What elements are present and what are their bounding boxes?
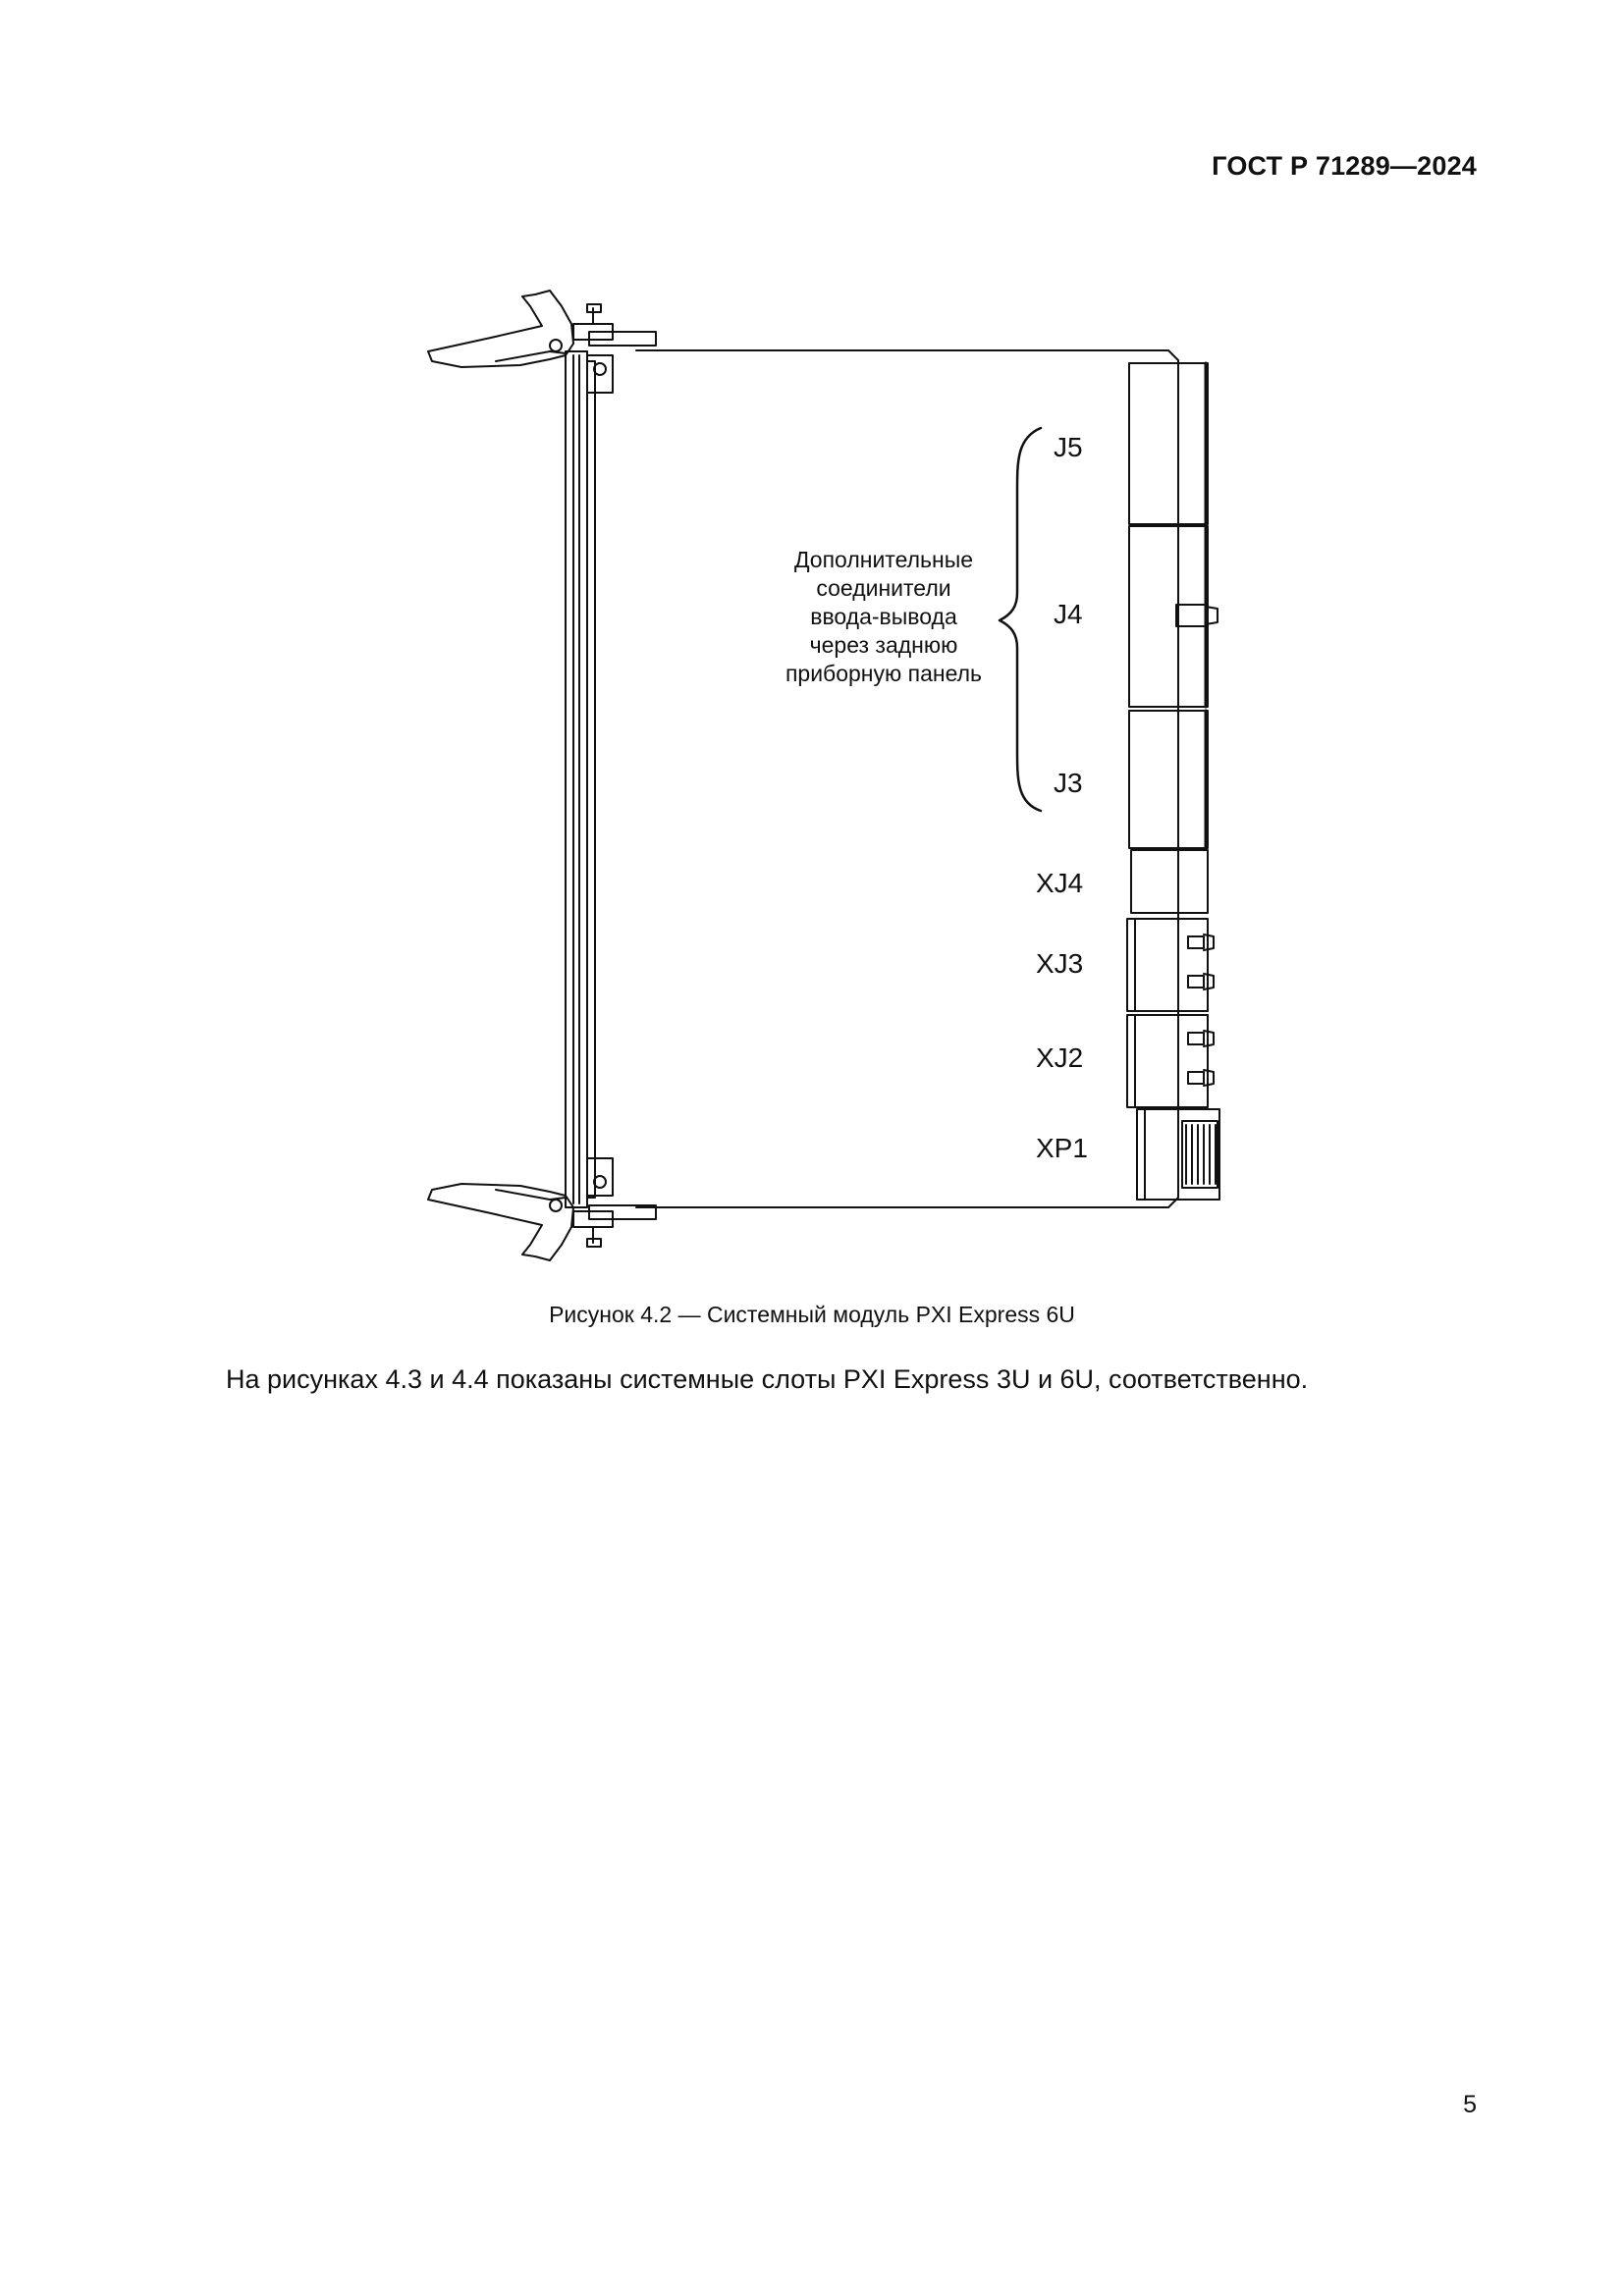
note-line: приборную панель bbox=[785, 661, 983, 686]
figure-caption: Рисунок 4.2 — Системный модуль PXI Express 6U bbox=[549, 1302, 1075, 1327]
label-j5: J5 bbox=[1054, 432, 1083, 462]
page-number: 5 bbox=[1463, 2091, 1477, 2118]
note-line: ввода-вывода bbox=[810, 604, 957, 629]
connector-j3 bbox=[1129, 711, 1208, 848]
connector-j4 bbox=[1129, 526, 1208, 707]
front-panel-inner-rail bbox=[587, 361, 595, 1198]
connector-xj3 bbox=[1127, 919, 1214, 1011]
front-panel-rail bbox=[566, 351, 587, 1207]
label-xj2: XJ2 bbox=[1036, 1042, 1084, 1073]
figure-note bbox=[756, 546, 1011, 688]
bottom-ejector-handle bbox=[428, 1158, 656, 1260]
connector-xj2 bbox=[1127, 1015, 1214, 1107]
label-j3: J3 bbox=[1054, 768, 1083, 798]
body-paragraph: На рисунках 4.3 и 4.4 показаны системные слоты PXI Express 3U и 6U, соответственно. bbox=[226, 1364, 1309, 1394]
label-j4: J4 bbox=[1054, 599, 1083, 629]
connector-j5 bbox=[1129, 363, 1208, 524]
label-xj3: XJ3 bbox=[1036, 948, 1084, 979]
document-header-id: ГОСТ Р 71289—2024 bbox=[1212, 151, 1477, 181]
note-line: Дополнительные bbox=[793, 547, 974, 572]
board-outline bbox=[636, 350, 1178, 1207]
connector-xj4 bbox=[1131, 850, 1208, 913]
note-line: соединители bbox=[816, 575, 951, 601]
top-ejector-handle bbox=[428, 291, 656, 393]
label-xj4: XJ4 bbox=[1036, 868, 1084, 898]
note-line: через заднюю bbox=[809, 632, 958, 658]
label-xp1: XP1 bbox=[1036, 1133, 1088, 1163]
